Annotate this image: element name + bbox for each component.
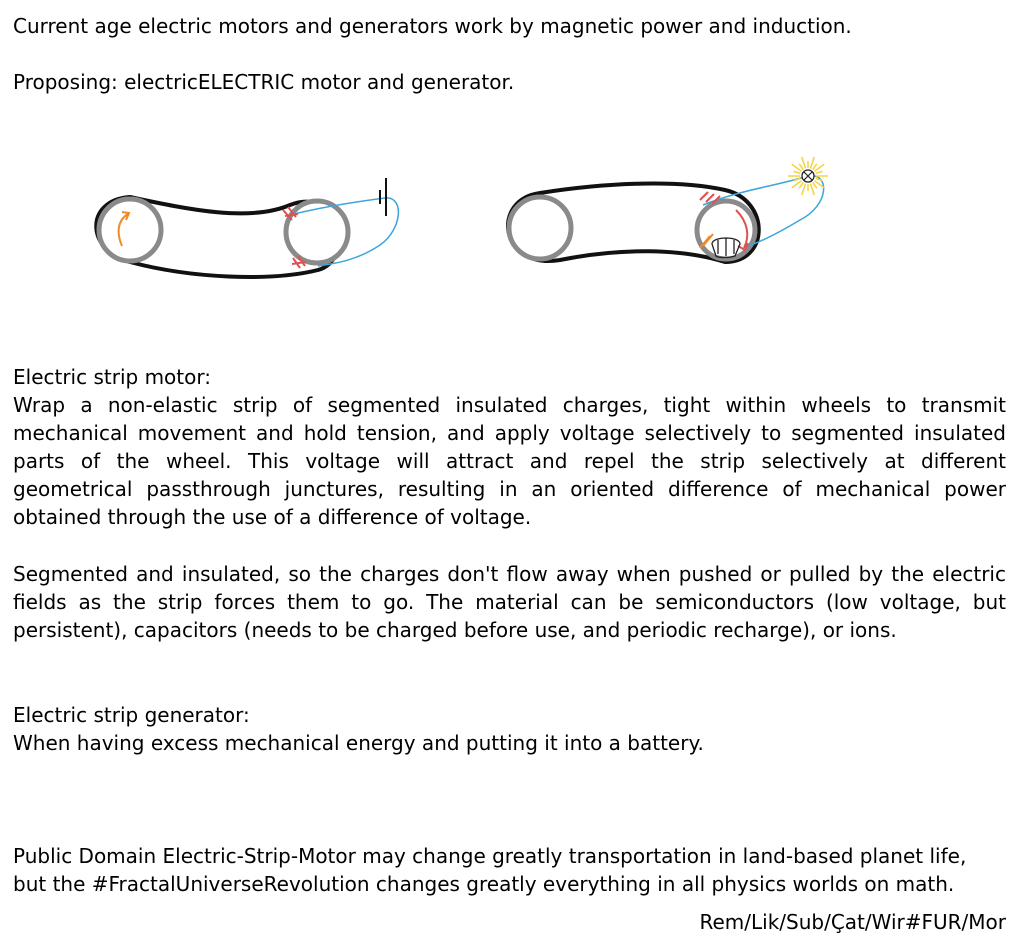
paragraph-line: fields as the strip forces them to go. The material can be semiconductors (low voltage, but [13, 590, 1006, 614]
intro-line-2: Proposing: electricELECTRIC motor and generator. [13, 70, 515, 94]
spark-ray [813, 182, 817, 188]
paragraph-line: parts of the wheel. This voltage will attract and repel the strip selectively at different [13, 449, 1006, 473]
spark-ray [810, 184, 814, 195]
closing-line-1: Public Domain Electric-Strip-Motor may change greatly transportation in land-based planet life, [13, 844, 967, 868]
spark-ray [802, 184, 806, 195]
closing-line-2: but the #FractalUniverseRevolution changes greatly everything in all physics worlds on math. [13, 872, 955, 896]
motor-assembly [96, 178, 398, 277]
signature: Rem/Lik/Sub/Çat/Wir#FUR/Mor [699, 910, 1006, 934]
intro-line-1: Current age electric motors and generators work by magnetic power and induction. [13, 14, 852, 38]
spark-ray [794, 171, 801, 173]
generator-assembly [508, 157, 828, 262]
strip-motor-diagram [0, 140, 1024, 290]
spark-ray [816, 178, 823, 180]
paragraph-line: mechanical movement and hold tension, and apply voltage selectively to segmented insulated [13, 421, 1006, 445]
drive-wheel [99, 199, 161, 261]
spark-ray [810, 157, 814, 168]
segment-paragraph [13, 560, 1006, 644]
spark-ray [799, 164, 803, 170]
paragraph-line: Segmented and insulated, so the charges don't flow away when pushed or pulled by the electric [13, 562, 1006, 586]
paragraph-line: Wrap a non-elastic strip of segmented insulated charges, tight within wheels to transmit [13, 393, 1006, 417]
spark-ray [813, 164, 817, 170]
spark-ray [802, 157, 806, 168]
spark-ray [816, 171, 823, 173]
generator-heading: Electric strip generator: [13, 703, 250, 727]
motor-paragraph [13, 391, 1006, 531]
driven-wheel [286, 201, 348, 263]
light-bulb [788, 157, 828, 195]
paragraph-line: geometrical passthrough junctures, resulting in an oriented difference of mechanical power [13, 477, 1006, 501]
spark-ray [799, 182, 803, 188]
motor-heading: Electric strip motor: [13, 365, 211, 389]
idle-wheel [509, 197, 571, 259]
paragraph-line: obtained through the use of a difference of voltage. [13, 505, 532, 529]
generator-text: When having excess mechanical energy and putting it into a battery. [13, 731, 704, 755]
spark-ray [794, 178, 801, 180]
paragraph-line: persistent), capacitors (needs to be charged before use, and periodic recharge), or ions. [13, 618, 897, 642]
